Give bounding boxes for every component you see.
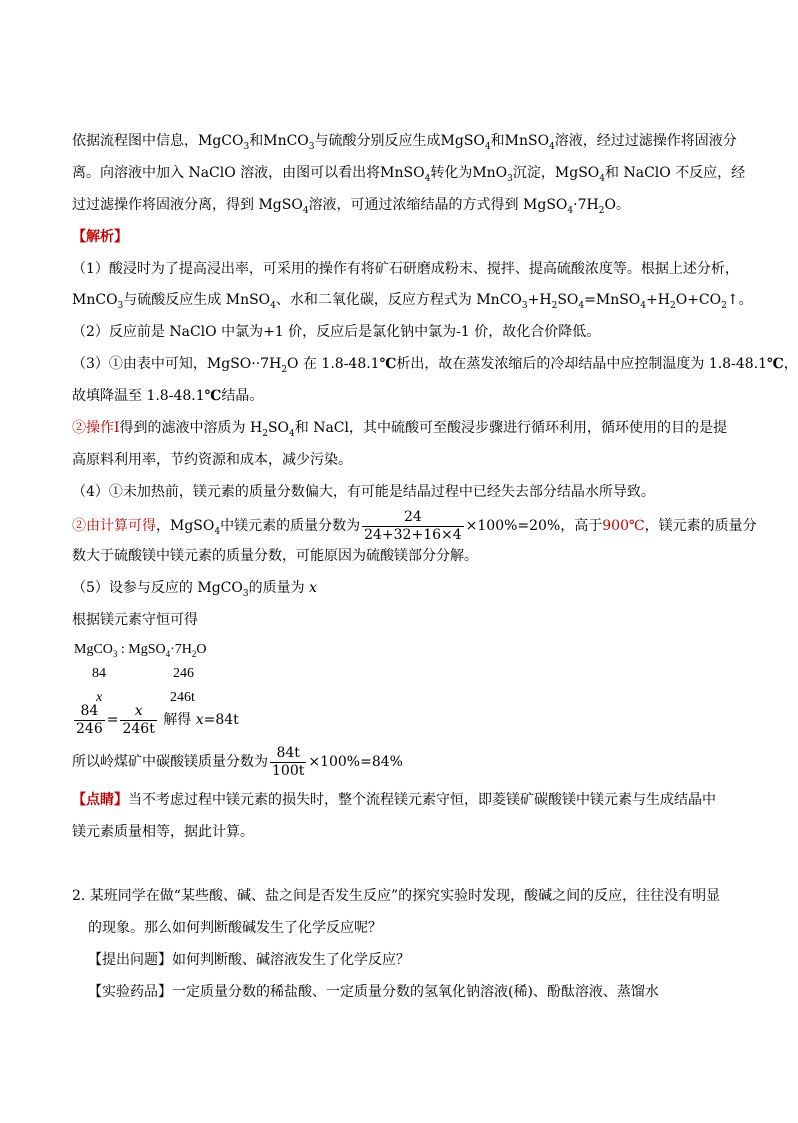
ratio-84: 84 [92, 666, 106, 681]
q5-line-1: （5）设参与反应的 MgCO$_3$的质量为 x [72, 580, 317, 599]
q2-line: （2）反应前是 NaClO 中氯为+1 价，反应后是氯化钠中氯为-1 价，故化合价降低。 [72, 324, 601, 340]
q4-line-3: 数大于硫酸镁中镁元素的质量分数，可能原因为硫酸镁部分分解。 [72, 548, 478, 564]
q1-line-2: MnCO$_3$与硫酸反应生成 MnSO$_4$、水和二氧化碳，反应方程式为 $MnCO_3+H_2SO_4=MnSO_4+H_2O+CO_2↑$。 [72, 292, 753, 311]
mg-fraction: $\frac{24}{24+32+16\times 4}$ [364, 508, 462, 543]
proportion-line: $\frac{84}{246}$ = $\frac{x}{246t}$ 解得 x=84t [76, 702, 239, 737]
frac-x-246t: $\frac{x}{246t}$ [122, 702, 155, 737]
percent-line: 所以岭煤矿中碳酸镁质量分数为 $\frac{84t}{100t}$ ×100%=84% [72, 744, 403, 779]
q4-line-1: （4）①未加热前，镁元素的质量分数偏大，有可能是结晶过程中已经失去部分结晶水所导致。 [72, 484, 655, 500]
jiexi-heading: 【解析】 [72, 229, 128, 245]
dianjing-line-2: 镁元素质量相等，据此计算。 [72, 824, 254, 840]
analysis-line-1: 依据流程图中信息，MgCO$_3$和MnCO$_3$与硫酸分别反应生成MgSO$_4$和MnSO$_4$溶液，经过过滤操作将固液分 [72, 133, 737, 152]
q3-line-1: （3）①由表中可知，$MgSO\cdot\cdot 7H_2O$ 在 1.8-48.1℃析出，故在蒸发浓缩后的冷却结晶中应控制温度为 1.8-48.1℃， [72, 356, 798, 375]
q4-line-2: ②由计算可得，MgSO$_4$中镁元素的质量分数为 $\frac{24}{24+32+16\times 4}$ ×100%=20%，高于900℃，镁元素的质量分 [72, 508, 757, 543]
ratio-246t: 246t [170, 690, 195, 705]
question-2-line-1: 2. 某班同学在做“某些酸、碱、盐之间是否发生反应”的探究实验时发现，酸碱之间的反应，往往没有明显 [72, 888, 721, 904]
q1-line-1: （1）酸浸时为了提高浸出率，可采用的操作有将矿石研磨成粉末、搅拌、提高硫酸浓度等。根据上述分析， [72, 261, 739, 277]
q3-line-2: 故填降温至 1.8-48.1℃结晶。 [72, 388, 264, 404]
frac-84t-100t: $\frac{84t}{100t}$ [272, 744, 305, 779]
question-2-line-2: 的现象。那么如何判断酸碱发生了化学反应呢？ [88, 920, 382, 936]
ratio-row: MgCO$_3$ : $MgSO_4\cdot 7H_2O$ [74, 642, 207, 659]
frac-84-246: $\frac{84}{246}$ [76, 702, 103, 737]
q3-line-3: ②操作Ⅰ得到的滤液中溶质为 $H_2SO_4$和 NaCl，其中硫酸可至酸浸步骤进行循环利用，循环使用的目的是提 [72, 420, 727, 439]
q3-line-4: 高原料利用率，节约资源和成本，减少污染。 [72, 452, 352, 468]
analysis-line-3: 过过滤操作将固液分离，得到 MgSO$_4$溶液，可通过浓缩结晶的方式得到 $MgSO_4\cdot 7H_2O$。 [72, 197, 630, 216]
dianjing-line-1: 【点睛】当不考虑过程中镁元素的损失时，整个流程镁元素守恒，即菱镁矿碳酸镁中镁元素与生成结晶中 [72, 792, 716, 808]
q5-line-2: 根据镁元素守恒可得 [72, 612, 198, 628]
question-2-line-4: 【实验药品】一定质量分数的稀盐酸、一定质量分数的氢氧化钠溶液(稀)、酚酞溶液、蒸馏水 [88, 984, 659, 1000]
ratio-246: 246 [173, 666, 194, 681]
question-2-line-3: 【提出问题】如何判断酸、碱溶液发生了化学反应？ [88, 952, 410, 968]
analysis-line-2: 离。向溶液中加入 NaClO 溶液，由图可以看出将MnSO$_4$转化为MnO$_3$沉淀，MgSO$_4$和 NaClO 不反应，经 [72, 165, 746, 184]
ratio-x: x [96, 690, 103, 705]
